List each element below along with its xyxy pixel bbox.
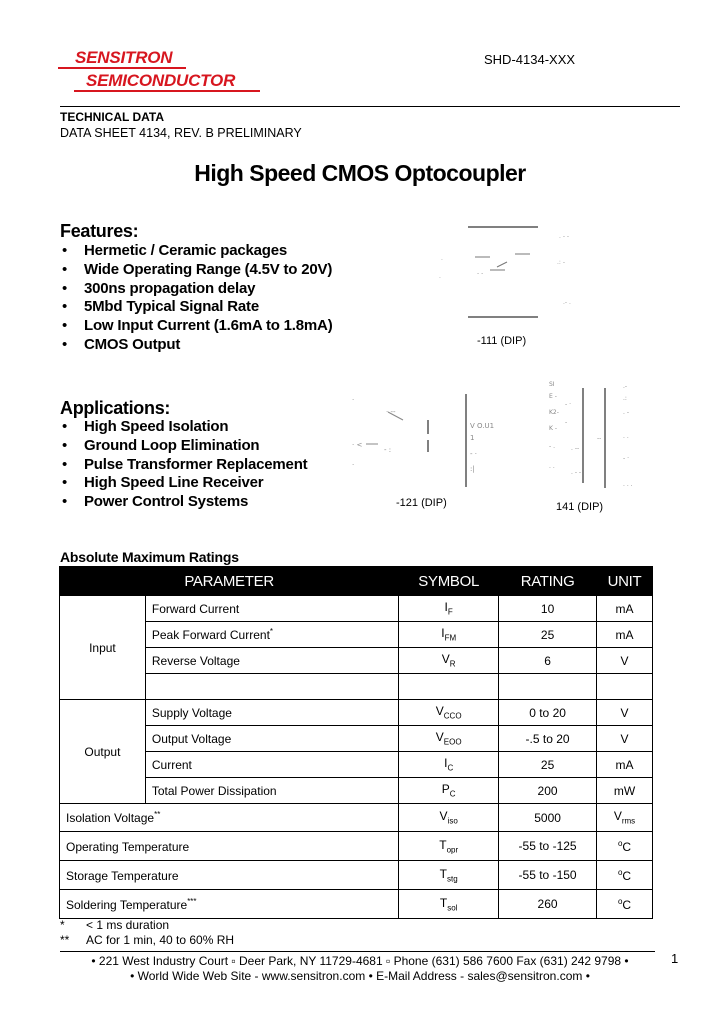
svg-text:- :: - :: [384, 446, 392, 454]
list-item: • High Speed Isolation: [62, 418, 229, 435]
svg-text:- ·: - ·: [623, 455, 629, 462]
list-item: • Power Control Systems: [62, 493, 249, 511]
rating-cell: -55 to -125: [499, 832, 597, 861]
svg-text:.:: .:: [623, 395, 627, 402]
page-title: High Speed CMOS Optocoupler: [194, 160, 526, 186]
symbol-cell: $V_R$: [399, 648, 499, 674]
svg-text:. . .: . . .: [623, 481, 633, 488]
svg-text:1: 1: [470, 434, 475, 442]
logo-rule-bottom: [74, 90, 260, 92]
bullet-icon: •: [62, 317, 68, 335]
unit-cell: mA: [597, 752, 653, 778]
unit-cell: $^o$C: [597, 861, 653, 890]
param-cell: Forward Current: [145, 596, 398, 622]
table-row: [60, 596, 653, 622]
rating-cell: 5000: [499, 804, 597, 832]
svg-text:. - -: . - -: [559, 233, 570, 240]
bullet-icon: •: [62, 455, 68, 473]
svg-text:·: ·: [439, 275, 441, 282]
svg-text:V O.U1: V O.U1: [470, 422, 495, 430]
ratings-table: [59, 566, 653, 919]
unit-cell: $V_{rms}$: [597, 804, 653, 832]
table-row: [60, 804, 653, 832]
logo-semiconductor: SEMICONDUCTOR: [86, 71, 236, 90]
param-cell: Storage Temperature: [60, 861, 399, 890]
technical-data-label: TECHNICAL DATA: [60, 110, 164, 124]
dip-141-diagram: [545, 378, 655, 498]
bullet-icon: •: [62, 493, 68, 511]
footer-contact: • World Wide Web Site - www.sensitron.com • E-Mail Address - sales@sensitron.com •: [130, 969, 590, 983]
bullet-icon: •: [62, 436, 68, 454]
param-cell: Current: [145, 752, 398, 778]
bullet-icon: •: [62, 474, 68, 492]
symbol-cell: $T_{stg}$: [399, 861, 499, 890]
table-row: [60, 832, 653, 861]
bullet-icon: •: [62, 260, 68, 278]
symbol-cell: $P_C$: [399, 778, 499, 804]
header-divider: [60, 106, 680, 107]
param-cell: Operating Temperature: [60, 832, 399, 861]
list-item: • Low Input Current (1.6mA to 1.8mA): [62, 317, 333, 335]
bullet-icon: •: [62, 335, 68, 353]
table-row: [60, 700, 653, 726]
symbol-cell: $I_F$: [399, 596, 499, 622]
svg-text:.-: .-: [623, 383, 628, 390]
note-2: [60, 933, 234, 947]
unit-cell: $^o$C: [597, 832, 653, 861]
unit-cell: V: [597, 700, 653, 726]
svg-text:·: ·: [352, 461, 355, 469]
svg-text:· --: · --: [386, 408, 396, 416]
bullet-icon: •: [62, 418, 68, 435]
note-mark: *: [60, 918, 65, 932]
table-row-empty: [60, 674, 653, 700]
rating-cell: 0 to 20: [499, 700, 597, 726]
table-row: [60, 622, 653, 648]
param-cell: Supply Voltage: [145, 700, 398, 726]
svg-text:- ·: - ·: [565, 401, 571, 408]
footer-address: • 221 West Industry Court ▫ Deer Park, NY 11729-4681 ▫ Phone (631) 586 7600 Fax (631) 242 9798 •: [91, 954, 629, 968]
svg-text:.: -: .: -: [557, 259, 566, 266]
note-text: < 1 ms duration: [86, 918, 170, 932]
symbol-cell: $V_{CCO}$: [399, 700, 499, 726]
list-item: • High Speed Line Receiver: [62, 474, 264, 492]
svg-text:. - -: . - -: [571, 469, 582, 476]
svg-text:. --: . --: [571, 445, 580, 452]
symbol-cell: $T_{sol}$: [399, 890, 499, 919]
table-row: [60, 861, 653, 890]
symbol-cell: $V_{EOO}$: [399, 726, 499, 752]
bullet-icon: •: [62, 242, 68, 259]
svg-text:SI: SI: [549, 381, 555, 388]
svg-text:·: ·: [352, 396, 355, 404]
param-cell: Output Voltage: [145, 726, 398, 752]
bullet-icon: •: [62, 298, 68, 316]
bullet-icon: •: [62, 279, 68, 297]
unit-cell: mA: [597, 596, 653, 622]
dip-141-caption: 141 (DIP): [556, 501, 604, 513]
param-cell: Peak Forward Current*: [145, 622, 398, 648]
logo-rule-top: [58, 67, 186, 69]
param-cell: Reverse Voltage: [145, 648, 398, 674]
svg-text:K -: K -: [549, 425, 558, 432]
svg-text:E -: E -: [549, 393, 557, 400]
note-1: [60, 918, 169, 932]
svg-text:- ·: - ·: [470, 450, 477, 458]
param-cell: Isolation Voltage**: [60, 804, 399, 832]
header-parameter: PARAMETER: [60, 567, 399, 596]
unit-cell: mW: [597, 778, 653, 804]
table-row: [60, 752, 653, 778]
unit-cell: mA: [597, 622, 653, 648]
list-item: • Hermetic / Ceramic packages: [62, 242, 288, 259]
table-row: [60, 890, 653, 919]
header-unit: UNIT: [597, 567, 653, 596]
page-number: 1: [671, 951, 679, 966]
rating-cell: 10: [499, 596, 597, 622]
svg-text:- -: - -: [477, 270, 484, 277]
symbol-cell: $V_{iso}$: [399, 804, 499, 832]
table-row: [60, 726, 653, 752]
ratings-heading: Absolute Maximum Ratings: [60, 549, 239, 565]
svg-text:· <: · <: [352, 441, 363, 449]
rating-cell: -55 to -150: [499, 861, 597, 890]
dip-111-caption: -111 (DIP): [477, 335, 527, 347]
list-item: • 300ns propagation delay: [62, 279, 256, 297]
symbol-cell: $I_{FM}$: [399, 622, 499, 648]
symbol-cell: $T_{opr}$: [399, 832, 499, 861]
note-text: AC for 1 min, 40 to 60% RH: [86, 933, 235, 947]
datasheet-label: DATA SHEET 4134, REV. B PRELIMINARY: [60, 126, 302, 140]
svg-text:-: -: [565, 419, 568, 426]
header-symbol: SYMBOL: [399, 567, 499, 596]
list-item: • 5Mbd Typical Signal Rate: [62, 298, 259, 316]
applications-list: [62, 418, 307, 512]
table-header-row: [60, 567, 653, 596]
rating-cell: 25: [499, 622, 597, 648]
unit-cell: V: [597, 648, 653, 674]
applications-heading: Applications:: [60, 398, 171, 418]
rating-cell: -.5 to 20: [499, 726, 597, 752]
param-cell: Soldering Temperature***: [60, 890, 399, 919]
rating-cell: 260: [499, 890, 597, 919]
rating-cell: 200: [499, 778, 597, 804]
list-item: • Wide Operating Range (4.5V to 20V): [62, 260, 333, 278]
symbol-cell: $I_C$: [399, 752, 499, 778]
rating-cell: 25: [499, 752, 597, 778]
svg-text:.- .: .- .: [563, 299, 571, 306]
svg-text:. -: . -: [623, 409, 629, 416]
dip-121-diagram: [348, 392, 518, 492]
dip-121-caption: -121 (DIP): [396, 497, 447, 509]
param-cell: Total Power Dissipation: [145, 778, 398, 804]
rating-cell: 6: [499, 648, 597, 674]
features-list: [62, 242, 333, 355]
note-mark: **: [60, 933, 70, 947]
list-item: • CMOS Output: [62, 335, 181, 353]
table-row: [60, 648, 653, 674]
svg-text:- .: - .: [549, 443, 555, 450]
svg-text::|: :|: [470, 465, 475, 473]
output-group-label: Output: [60, 700, 146, 804]
list-item: • Ground Loop Elimination: [62, 436, 260, 454]
header-rating: RATING: [499, 567, 597, 596]
footer-divider: [60, 951, 655, 952]
logo-sensitron: SENSITRON: [75, 48, 173, 67]
dip-111-diagram: [435, 222, 585, 332]
part-number: SHD-4134-XXX: [484, 52, 576, 67]
svg-text:·: ·: [441, 257, 443, 264]
input-group-label: Input: [60, 596, 146, 700]
svg-text:· ·: · ·: [549, 465, 555, 472]
svg-text:· ·: · ·: [623, 435, 629, 442]
svg-text:K2-: K2-: [549, 409, 559, 416]
list-item: • Pulse Transformer Replacement: [62, 455, 308, 473]
features-heading: Features:: [60, 221, 139, 241]
svg-text:--: --: [597, 435, 602, 442]
unit-cell: $^o$C: [597, 890, 653, 919]
table-row: [60, 778, 653, 804]
unit-cell: V: [597, 726, 653, 752]
